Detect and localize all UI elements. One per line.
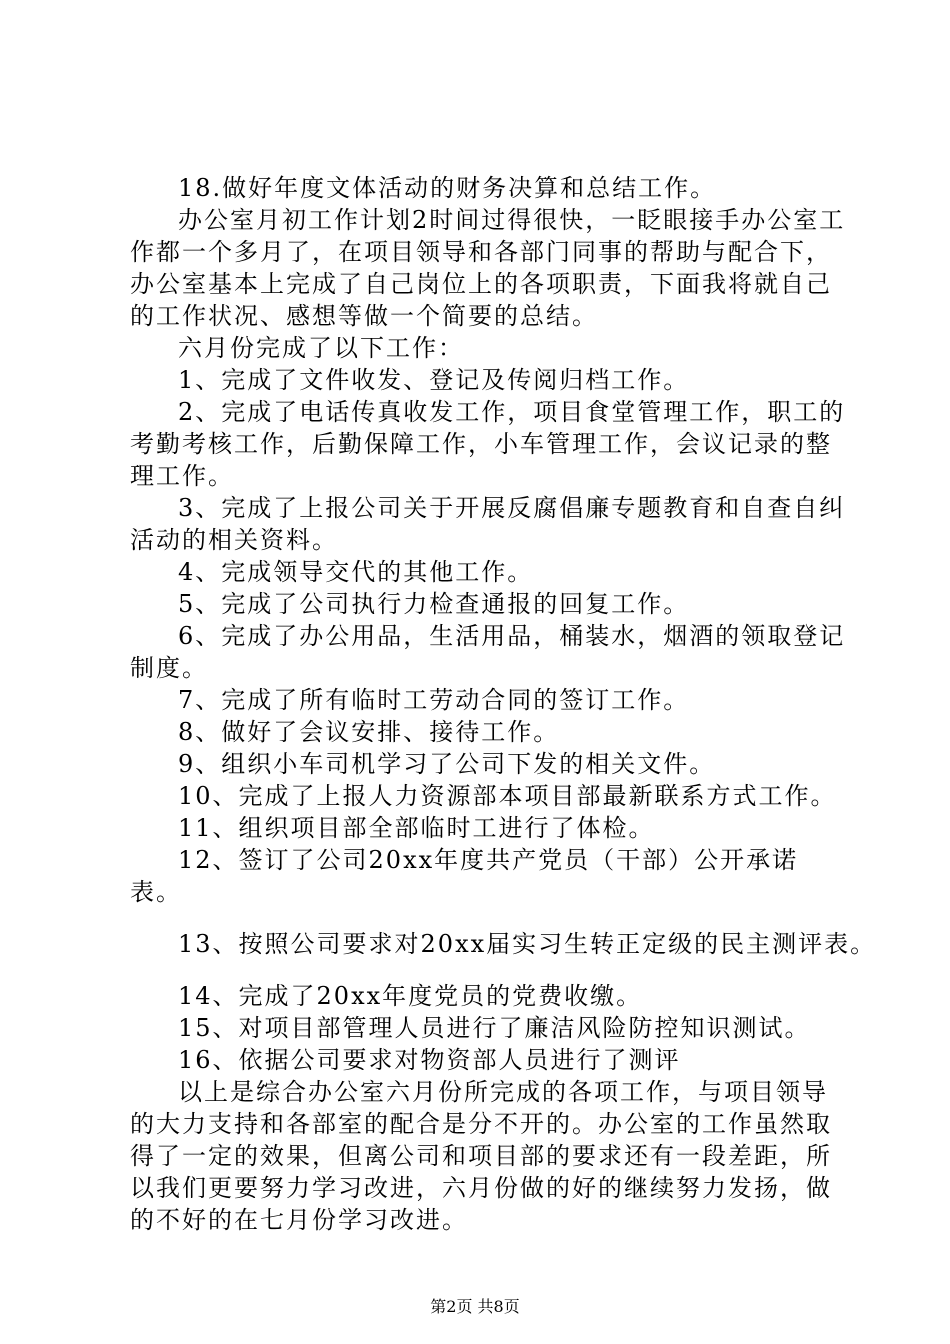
page-footer <box>0 1297 950 1317</box>
list-item-12: 12、签订了公司20xx年度共产党员（干部）公开承诺表。 <box>130 846 799 906</box>
page-indicator: 第2页 共8页 <box>430 1297 520 1316</box>
list-item-15: 15、对项目部管理人员进行了廉洁风险防控知识测试。 <box>178 1014 811 1042</box>
list-item-3: 3、完成了上报公司关于开展反腐倡廉专题教育和自查自纠活动的相关资料。 <box>130 494 846 554</box>
paragraph-conclusion: 以上是综合办公室六月份所完成的各项工作，与项目领导的大力支持和各部室的配合是分不开的。办公室的工作虽然取得了一定的效果，但离公司和项目部的要求还有一段差距，所以我们更要努力学习改进，六月份做的好的继续努力发扬，做的不好的在七月份学习改进。 <box>130 1078 832 1234</box>
paragraph-intro: 办公室月初工作计划2时间过得很快，一眨眼接手办公室工作都一个多月了，在项目领导和各部门同事的帮助与配合下，办公室基本上完成了自己岗位上的各项职责，下面我将就自己的工作状况、感想等做一个简要的总结。 <box>130 206 846 330</box>
list-item-7: 7、完成了所有临时工劳动合同的签订工作。 <box>178 686 690 714</box>
list-item-2: 2、完成了电话传真收发工作，项目食堂管理工作，职工的考勤考核工作，后勤保障工作，小车管理工作，会议记录的整理工作。 <box>130 398 846 490</box>
list-item-5: 5、完成了公司执行力检查通报的回复工作。 <box>178 590 690 618</box>
list-item-6: 6、完成了办公用品，生活用品，桶装水，烟酒的领取登记制度。 <box>130 622 846 682</box>
list-item-8: 8、做好了会议安排、接待工作。 <box>178 718 560 746</box>
paragraph-item-18: 18.做好年度文体活动的财务决算和总结工作。 <box>178 174 717 202</box>
list-item-10: 10、完成了上报人力资源部本项目部最新联系方式工作。 <box>178 782 837 810</box>
list-item-14: 14、完成了20xx年度党员的党费收缴。 <box>178 982 643 1010</box>
list-item-9: 9、组织小车司机学习了公司下发的相关文件。 <box>178 750 716 778</box>
list-item-11: 11、组织项目部全部临时工进行了体检。 <box>178 814 655 842</box>
document-body <box>130 172 877 1236</box>
paragraph-june-heading: 六月份完成了以下工作： <box>178 334 464 362</box>
list-item-1: 1、完成了文件收发、登记及传阅归档工作。 <box>178 366 690 394</box>
list-item-16: 16、依据公司要求对物资部人员进行了测评 <box>178 1046 681 1074</box>
list-item-13: 13、按照公司要求对20xx届实习生转正定级的民主测评表。 <box>178 930 877 958</box>
list-item-4: 4、完成领导交代的其他工作。 <box>178 558 534 586</box>
